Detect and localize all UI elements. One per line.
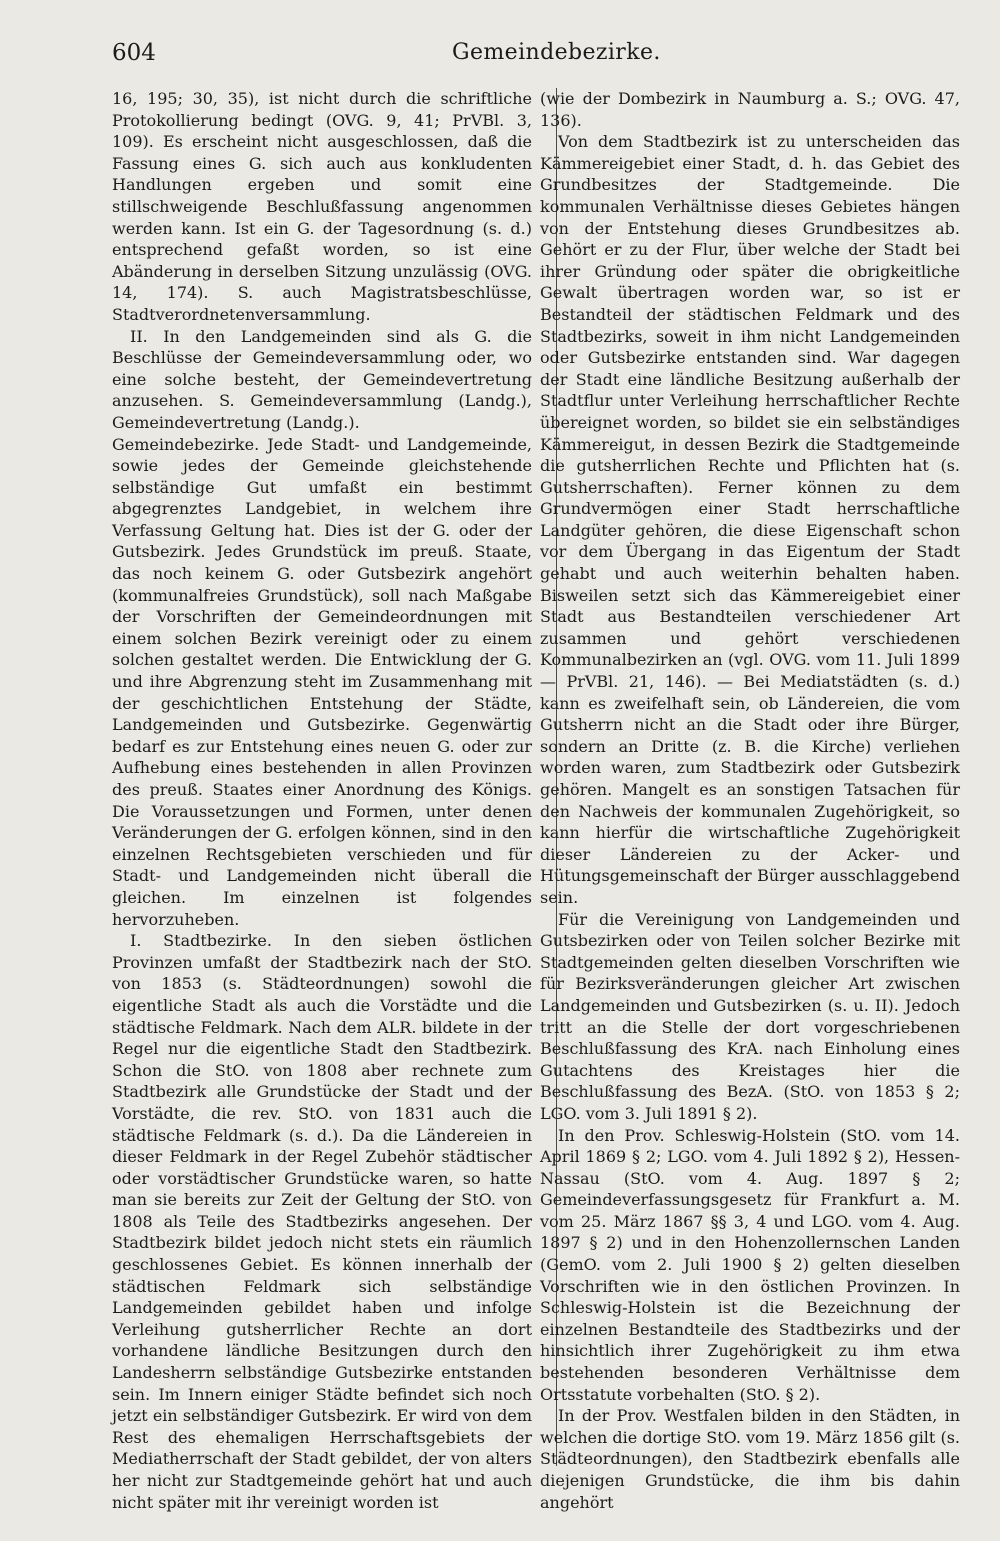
paragraph: Von dem Stadtbezirk ist zu unterscheiden das Kämmereigebiet einer Stadt, d. h. das Gebiet des Grundbesitzes der Stadtgemeinde. Die kommunalen Verhältnisse dieses Gebietes hängen von der Entstehung dieses Grundbesitzes ab. Gehört er zu der Flur, über welche der Stadt bei ihrer Gründung oder später die obrigkeitliche Gewalt übertragen worden war, so ist er Bestandteil der städtischen Feldmark und des Stadtbezirks, soweit in ihm nicht Landgemeinden oder Gutsbezirke entstanden sind. War dagegen der Stadt eine ländliche Besitzung außerhalb der Stadtflur unter Verleihung herrschaftlicher Rechte übereignet worden, so bildet sie ein selbständiges Kämmereigut, in dessen Bezirk die Stadtgemeinde die gutsherrlichen Rechte und Pflichten hat (s. Gutsherrschaften). Ferner können zu dem Grundvermögen einer Stadt herrschaftliche Landgüter gehören, die diese Eigenschaft schon vor dem Übergang in das Eigentum der Stadt gehabt und auch weiterhin behalten haben. Bisweilen setzt sich das Kämmereigebiet einer Stadt aus Bestandteilen verschiedener Art zusammen und gehört verschiedenen Kommunalbezirken an (vgl. OVG. vom 11. Juli 1899 — PrVBl. 21, 146). — Bei Mediatstädten (s. d.) kann es zweifelhaft sein, ob Ländereien, die vom Gutsherrn nicht an die Stadt oder ihre Bürger, sondern an Dritte (z. B. die Kirche) verliehen worden waren, zum Stadtbezirk oder Gutsbezirk gehören. Mangelt es an sonstigen Tatsachen für den Nachweis der kommunalen Zugehörigkeit, so kann hierfür die wirtschaftliche Zugehörigkeit dieser Ländereien zu der Acker- und Hütungsgemeinschaft der Bürger ausschlaggebend sein. bbox=[540, 132, 960, 907]
paragraph: In den Prov. Schleswig-Holstein (StO. vom 14. April 1869 § 2; LGO. vom 4. Juli 1892 § 2), Hessen-Nassau (StO. vom 4. Aug. 1897 § 2; Gemeindeverfassungsgesetz für Frankfurt a. M. vom 25. März 1867 §§ 3, 4 und LGO. vom 4. Aug. 1897 § 2) und in den Hohenzollernschen Landen (GemO. vom 2. Juli 1900 § 2) gelten dieselben Vorschriften wie in den östlichen Provinzen. In Schleswig-Holstein ist die Bezeichnung der einzelnen Bestandteile des Stadtbezirks und der hinsichtlich ihrer Zugehörigkeit zu ihm etwa bestehenden besonderen Verhältnisse dem Ortsstatute vorbehalten (StO. § 2). bbox=[540, 1125, 960, 1404]
paragraph: Gemeindebezirke. Jede Stadt- und Landgemeinde, sowie jedes der Gemeinde gleichstehende selbständige Gut umfaßt ein bestimmt abgegrenztes Landgebiet, in welchem ihre Verfassung Geltung hat. Dies ist der G. oder der Gutsbezirk. Jedes Grundstück im preuß. Staate, das noch keinem G. oder Gutsbezirk angehört (kommunalfreies Grundstück), soll nach Maßgabe der Vorschriften der Gemeindeordnungen mit einem solchen Bezirk vereinigt oder zu einem solchen gestaltet werden. Die Entwicklung der G. und ihre Abgrenzung steht im Zusammenhang mit der geschichtlichen Entstehung der Städte, Landgemeinden und Gutsbezirke. Gegenwärtig bedarf es zur Entstehung eines neuen G. oder zur Aufhebung eines bestehenden in allen Provinzen des preuß. Staates einer Anordnung des Königs. Die Voraussetzungen und Formen, unter denen Veränderungen der G. erfolgen können, sind in den einzelnen Rechtsgebieten verschieden und für Stadt- und Landgemeinden nicht überall die gleichen. Im einzelnen ist folgendes hervorzuheben. bbox=[112, 434, 532, 929]
paragraph: 16, 195; 30, 35), ist nicht durch die schriftliche Protokollierung bedingt (OVG. 9, 41; PrVBl. 3, 109). Es erscheint nicht ausgeschlossen, daß die Fassung eines G. sich auch aus konkludenten Handlungen ergeben und somit eine stillschweigende Beschlußfassung angenommen werden kann. Ist ein G. der Tagesordnung (s. d.) entsprechend gefaßt worden, so ist eine Abänderung in derselben Sitzung unzulässig (OVG. 14, 174). S. auch Magistratsbeschlüsse, Stadtverordnetenversammlung. bbox=[112, 89, 532, 324]
left-column bbox=[112, 88, 532, 1513]
paragraph: In der Prov. Westfalen bilden in den Städten, in welchen die dortige StO. vom 19. März 1856 gilt (s. Städteordnungen), den Stadtbezirk ebenfalls alle diejenigen Grundstücke, die ihm bis dahin angehört bbox=[540, 1406, 960, 1512]
paragraph: Für die Vereinigung von Landgemeinden und Gutsbezirken oder von Teilen solcher Bezirke mit Stadtgemeinden gelten dieselben Vorschriften wie für Bezirksveränderungen gleicher Art zwischen Landgemeinden und Gutsbezirken (s. u. II). Jedoch tritt an die Stelle der dort vorgeschriebenen Beschlußfassung des KrA. nach Einholung eines Gutachtens des Kreistages hier die Beschlußfassung des BezA. (StO. von 1853 § 2; LGO. vom 3. Juli 1891 § 2). bbox=[540, 909, 960, 1123]
paragraph: II. In den Landgemeinden sind als G. die Beschlüsse der Gemeindeversammlung oder, wo eine solche besteht, der Gemeindevertretung anzusehen. S. Gemeindeversammlung (Landg.), Gemeindevertretung (Landg.). bbox=[112, 326, 532, 432]
paragraph: I. Stadtbezirke. In den sieben östlichen Provinzen umfaßt der Stadtbezirk nach der StO. von 1853 (s. Städteordnungen) sowohl die eigentliche Stadt als auch die Vorstädte und die städtische Feldmark. Nach dem ALR. bildete in der Regel nur die eigentliche Stadt den Stadtbezirk. Schon die StO. von 1808 aber rechnete zum Stadtbezirk alle Grundstücke der Stadt und der Vorstädte, die rev. StO. von 1831 auch die städtische Feldmark (s. d.). Da die Ländereien in dieser Feldmark in der Regel Zubehör städtischer oder vorstädtischer Grundstücke waren, so hatte man sie bereits zur Zeit der Geltung der StO. von 1808 als Teile des Stadtbezirks angesehen. Der Stadtbezirk bildet jedoch nicht stets ein räumlich geschlossenes Gebiet. Es können innerhalb der städtischen Feldmark sich selbständige Landgemeinden gebildet haben und infolge Verleihung gutsherrlicher Rechte an dort vorhandene ländliche Besitzungen durch den Landesherrn selbständige Gutsbezirke entstanden sein. Im Innern einiger Städte befindet sich noch jetzt ein selbständiger Gutsbezirk. Er wird von dem Rest des ehemaligen Herrschaftsgebiets der Mediatherrschaft der Stadt gebildet, der von alters her nicht zur Stadtgemeinde gehört hat und auch nicht später mit ihr vereinigt worden ist bbox=[112, 931, 532, 1512]
paragraph: (wie der Dombezirk in Naumburg a. S.; OVG. 47, 136). bbox=[540, 89, 960, 130]
page-number: 604 bbox=[112, 40, 156, 66]
running-title: Gemeindebezirke. bbox=[452, 40, 661, 65]
page-header bbox=[112, 40, 952, 76]
right-column bbox=[540, 88, 960, 1513]
